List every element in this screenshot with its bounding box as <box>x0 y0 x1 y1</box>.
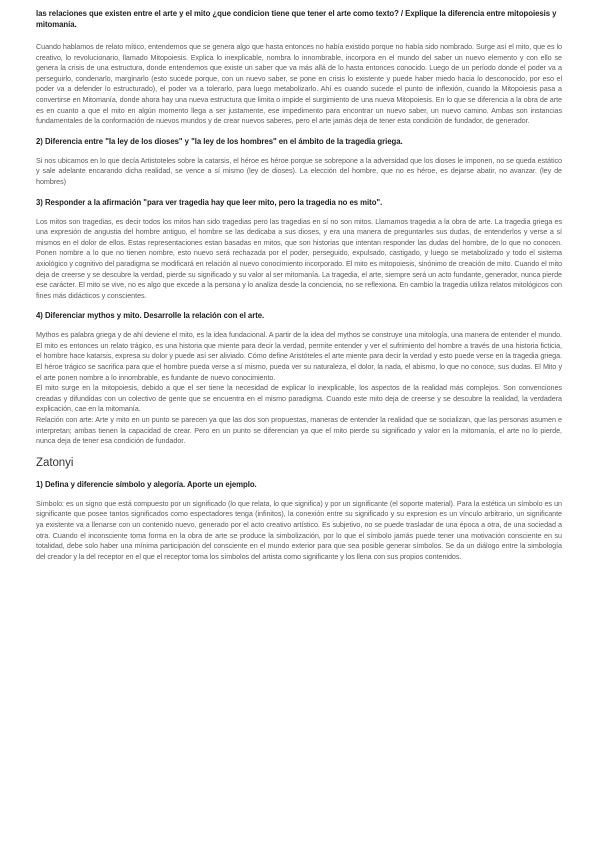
section-title: Zatonyi <box>36 456 74 469</box>
question-4-heading: 4) Diferenciar mythos y mito. Desarrolle la relación con el arte. <box>36 311 265 321</box>
answer-4-paragraph-relation: Relación con arte: Arte y mito en un punto se parecen ya que las dos son propuestas, maneras de entender la realidad que se socializan, que las personas asumen e interpretan; ambas tienen la capacidad de crear. Pero en un punto se diferencian ya que el mito pierde su significado y valor en la mitomanía, el arte no lo pierde, nunca deja de tener esa condición de fundador. <box>36 415 562 446</box>
answer-2-paragraph: Si nos ubicamos en lo que decía Artistoteles sobre la catarsis, el héroe es héroe porque se sobrepone a la adversidad que los dioses le imponen, no se queda estático y sale adelante encarando dicha realidad, se vence a sí mismo (ley de dioses). La elección del hombre, que no es héroe, es dejarse abatir, no avanzar. (ley de hombres) <box>36 155 562 186</box>
question-3-heading: 3) Responder a la afirmación "para ver tragedia hay que leer mito, pero la tragedia no es mito". <box>36 197 383 207</box>
answer-3-paragraph: Los mitos son tragedias, es decir todos los mitos han sido tragedias pero las tragedias en sí no son mitos. Llamamos tragedia a la obra de arte. La tragedia griega es una expresión de angustia del hombre antiguo, el hombre se las dedicaba a sus dioses, y era una manera de preguntarles sus dudas, de entenderlos y verse a sí mismos en el dolor de ellos. Estas representaciones estan basadas en mitos, que son historias que intentan responder las dudas del hombre, de lo que no conocen. Ponen nombre a lo que no tienen nombre, esto nuevo será rechazada por el poder, perseguido, expulsado, castigado, y luego se metabolizado y todo el sistema axiológico y cognitivo del paradigma se modificará en relación al nuevo conocimiento incorporado. El mito es mitopoiesis, sinónimo de creación de mito. Cuando el mito deja de creerse y se descubre la verdad, pierde su significado y su valor al ser mitomanía. La tragedia, el arte, siempre será un acto fundante, generador, nunca pierde ese carácter. El mito se vive, no es algo que excede a la persona y lo analiza desde la conciencia, no se reflexiona. En cambio la tragedia utiliza relatos mitológicos con fines más didácticos y conscientes. <box>36 216 562 300</box>
answer-1-paragraph: Cuando hablamos de relato mítico, entendemos que se genera algo que hasta entonces no había existido porque no había sido nombrado. Surge así el mito, que es lo creativo, lo revolucionario, llamado Mitopoiesis. Explica lo inexplicable, nombra lo innombrable, incorpora en el mundo del saber un nuevo elemento y con ello se genera la crisis de una estructura, donde entendemos que existe un saber que va más allá de lo hasta entonces conocido. Luego de un período donde el poder va a perseguirlo, condenarlo, marginarlo (esto sucede porque, con un nuevo saber, se pone en crisis lo existente y puede haber miedo hacia lo desconocido, por eso el poder va a defender lo estructurado), el poder va a tolerarlo, para luego metabolizarlo. Ahí es cuando sucede el punto de inflexión, cuando la Mitopoiesis pasa a convertirse en Mitomanía, donde ahora hay una nueva estructura que limita o impide el surgimiento de una nueva Mitopoiesis. En lo que se diferencia a la obra de arte es en cuanto a que el mito en algún momento llega a ser justamente, ese impedimento para encontrar un nuevo saber, un nuevo camino. Ambas son instancias fundamentales de la conformación de nuevos mundos y de crear nuevos saberes, pero el arte jamás deja de tener esta condición de fundador, de generador. <box>36 42 562 126</box>
question-1-heading: las relaciones que existen entre el arte y el mito ¿que condicion tiene que tener el arte como texto? / Explique la diferencia entre mitopoiesis y mitomanía. <box>36 9 557 29</box>
answer-4-paragraph-mythos: Mythos es palabra griega y de ahí deviene el mito, es la idea fundacional. A partir de la idea del mythos se construye una mitología, una manera de entender el mundo. El mito es entonces un relato trágico, es una historia que miente para decir la verdad, permite entender y ver el sufrimiento del hombre a través de una historia ficticia, el hombre hace katarsis, expresa su dolor y puede así ser aliviado. Cómo define Aristóteles el arte miente para decir la verdad y esto puede verse en la tragedia griega. El héroe trágico se sacrifica para que el hombre pueda verse a sí mismo, pueda ver su naturaleza, el dolor, la nada, el abismo, lo que no conoce, sus dudas. El Mito y el arte ponen nombre a lo innombrable, es fundante de nuevo conocimiento. <box>36 330 562 382</box>
answer-4-paragraph-mitopoiesis: El mito surge en la mitopoiesis, debido a que el ser tiene la necesidad de explicar lo inexplicable, los aspectos de la realidad más complejos. Son convenciones creadas y difundidas con un colectivo de gente que se encuentra en el mismo paradigma. Cuando este mito deja de creerse y se descubre la realidad, la verdadera explicación, cae en la mitomanía. <box>36 383 562 414</box>
question-2-heading: 2) Diferencia entre "la ley de los dioses" y "la ley de los hombres" en el ámbito de la tragedia griega. <box>36 136 403 146</box>
question-5-heading: 1) Defina y diferencie símbolo y alegoría. Aporte un ejemplo. <box>36 479 257 489</box>
answer-5-paragraph: Símbolo: es un signo que está compuesto por un significado (lo que relata, lo que significa) y por un significante (el soporte material). Para la estética un símbolo es un significante que posee tantos significados como espectadores tenga (infinitos), la conexión entre su significado y su expresion es un vínculo arbitrario, un significante ya existente va a llenarse con un contenido nuevo, generado por el acto creativo artístico. Es subjetivo, no se puede trasladar de una época a otra, de una sociedad a otra. Cuando el inconsciente toma forma en la obra de arte se produce la simbolización, por lo que el símbolo jamás puede tener una motivación consciente en su totalidad, debe solo haber una mínima participación del consciente en el mundo exterior para que sea posible generar símbolos. Se da un diálogo entre la simbología del creador y la del receptor en el que el receptor toma los símbolos del artista como significante y los llena con sus propios contenidos. <box>36 498 562 561</box>
document-page <box>36 8 562 562</box>
